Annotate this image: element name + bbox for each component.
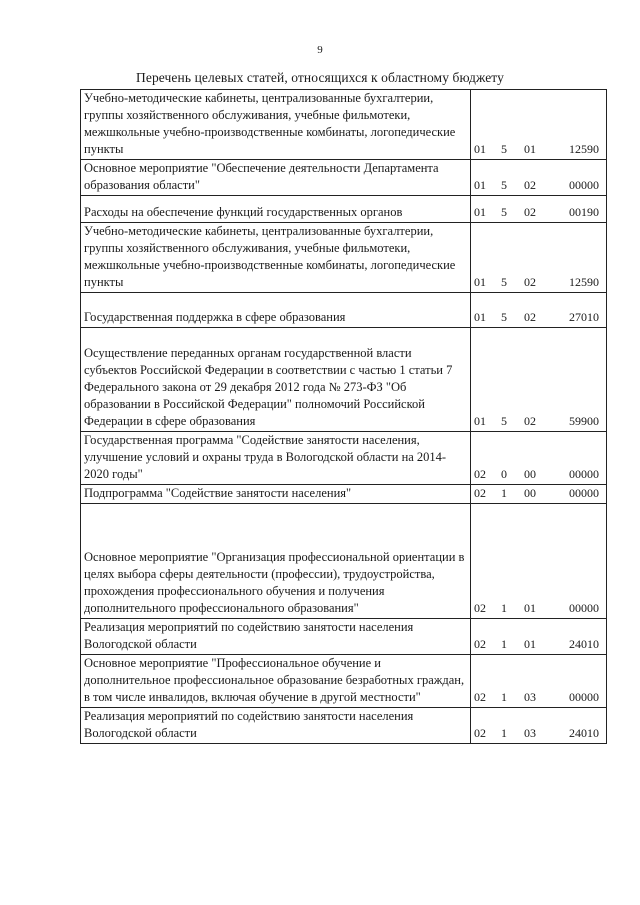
code-part-c3: 02: [524, 310, 536, 324]
article-code: [474, 725, 603, 742]
table-row: [81, 485, 607, 504]
article-code: [474, 413, 603, 430]
article-name-cell: [81, 328, 471, 432]
code-part-c2: 1: [501, 637, 507, 651]
code-part-c2: 5: [501, 414, 507, 428]
article-name: Учебно-методические кабинеты, централизованные бухгалтерии, группы хозяйственного обслуживания, учебные фильмотеки, межшкольные учебно-производственные комбинаты, логопедические пункты: [84, 224, 456, 289]
article-name-cell: [81, 432, 471, 485]
code-part-c1: 02: [474, 637, 486, 651]
code-part-c4: 00000: [569, 467, 599, 481]
code-part-c4: 59900: [569, 414, 599, 428]
article-code-cell: [471, 485, 607, 504]
row-spacer: [84, 328, 467, 345]
article-code-cell: [471, 160, 607, 196]
article-code-cell: [471, 619, 607, 655]
code-part-c1: 01: [474, 310, 486, 324]
code-part-c1: 02: [474, 690, 486, 704]
code-part-c3: 00: [524, 467, 536, 481]
table-row: [81, 504, 607, 619]
article-name-cell: [81, 655, 471, 708]
page-number: 9: [317, 44, 323, 56]
article-name: Реализация мероприятий по содействию занятости населения Вологодской области: [84, 620, 414, 651]
code-part-c3: 01: [524, 142, 536, 156]
row-spacer: [84, 196, 467, 204]
code-part-c4: 00190: [569, 205, 599, 219]
code-part-c2: 0: [501, 467, 507, 481]
code-part-c4: 12590: [569, 142, 599, 156]
article-code-cell: [471, 504, 607, 619]
target-articles-table: [80, 89, 607, 744]
article-name: Основное мероприятие "Организация профессиональной ориентации в целях выбора сферы деятельности (профессии), трудоустройства, прохождения профессионального обучения и получения дополнительного профессионального образования": [84, 550, 465, 615]
code-part-c2: 1: [501, 601, 507, 615]
document-title: Перечень целевых статей, относящихся к областному бюджету: [136, 70, 504, 85]
article-code-cell: [471, 293, 607, 328]
article-code: [474, 309, 603, 326]
article-code: [474, 141, 603, 158]
article-name-cell: [81, 196, 471, 223]
table-row: [81, 619, 607, 655]
code-part-c4: 27010: [569, 310, 599, 324]
article-name: Учебно-методические кабинеты, централизованные бухгалтерии, группы хозяйственного обслуживания, учебные фильмотеки, межшкольные учебно-производственные комбинаты, логопедические пункты: [84, 91, 456, 156]
article-name: Подпрограмма "Содействие занятости населения": [84, 486, 352, 500]
table-row: [81, 708, 607, 744]
article-code-cell: [471, 328, 607, 432]
code-part-c2: 5: [501, 142, 507, 156]
article-name-cell: [81, 708, 471, 744]
code-part-c1: 01: [474, 178, 486, 192]
article-name-cell: [81, 504, 471, 619]
code-part-c1: 02: [474, 486, 486, 500]
article-name-cell: [81, 619, 471, 655]
code-part-c4: 00000: [569, 178, 599, 192]
row-spacer: [84, 504, 467, 549]
code-part-c4: 24010: [569, 637, 599, 651]
code-part-c1: 01: [474, 414, 486, 428]
article-code-cell: [471, 223, 607, 293]
table-body: [81, 90, 607, 744]
article-code: [474, 177, 603, 194]
article-name-cell: [81, 160, 471, 196]
code-part-c3: 02: [524, 205, 536, 219]
table-row: [81, 223, 607, 293]
code-part-c3: 03: [524, 690, 536, 704]
table-row: [81, 432, 607, 485]
code-part-c3: 02: [524, 178, 536, 192]
code-part-c3: 01: [524, 637, 536, 651]
code-part-c1: 01: [474, 205, 486, 219]
code-part-c3: 03: [524, 726, 536, 740]
article-code: [474, 485, 603, 502]
article-name: Основное мероприятие "Профессиональное обучение и дополнительное профессиональное образование безработных граждан, в том числе инвалидов, включая обучение в другой местности": [84, 656, 465, 704]
code-part-c1: 02: [474, 601, 486, 615]
article-code: [474, 274, 603, 291]
article-name-cell: [81, 485, 471, 504]
code-part-c4: 24010: [569, 726, 599, 740]
article-name: Основное мероприятие "Обеспечение деятельности Департамента образования области": [84, 161, 439, 192]
article-name-cell: [81, 223, 471, 293]
article-name: Расходы на обеспечение функций государственных органов: [84, 205, 403, 219]
code-part-c1: 02: [474, 726, 486, 740]
article-name-cell: [81, 293, 471, 328]
article-code-cell: [471, 196, 607, 223]
article-code: [474, 466, 603, 483]
article-code-cell: [471, 708, 607, 744]
code-part-c4: 12590: [569, 275, 599, 289]
code-part-c2: 5: [501, 178, 507, 192]
article-code: [474, 204, 603, 221]
code-part-c2: 1: [501, 726, 507, 740]
article-name-cell: [81, 90, 471, 160]
table-row: [81, 90, 607, 160]
article-code-cell: [471, 432, 607, 485]
row-spacer: [84, 293, 467, 309]
table-row: [81, 655, 607, 708]
code-part-c3: 02: [524, 414, 536, 428]
article-code: [474, 600, 603, 617]
article-code: [474, 636, 603, 653]
code-part-c3: 00: [524, 486, 536, 500]
article-name: Государственная программа "Содействие занятости населения, улучшение условий и охраны труда в Вологодской области на 2014-2020 годы": [84, 433, 447, 481]
code-part-c2: 5: [501, 275, 507, 289]
code-part-c4: 00000: [569, 690, 599, 704]
article-name: Государственная поддержка в сфере образования: [84, 310, 346, 324]
article-code-cell: [471, 90, 607, 160]
article-name: Осуществление переданных органам государственной власти субъектов Российской Федерации в соответствии с частью 1 статьи 7 Федерального закона от 29 декабря 2012 года № 273-ФЗ "Об образовании в Российской Федерации" полномочий Российской Федерации в сфере образования: [84, 346, 453, 428]
code-part-c1: 01: [474, 275, 486, 289]
code-part-c2: 1: [501, 486, 507, 500]
code-part-c4: 00000: [569, 601, 599, 615]
code-part-c3: 02: [524, 275, 536, 289]
article-name: Реализация мероприятий по содействию занятости населения Вологодской области: [84, 709, 414, 740]
table-row: [81, 293, 607, 328]
code-part-c2: 5: [501, 310, 507, 324]
article-code: [474, 689, 603, 706]
code-part-c2: 5: [501, 205, 507, 219]
table-row: [81, 328, 607, 432]
code-part-c2: 1: [501, 690, 507, 704]
code-part-c1: 01: [474, 142, 486, 156]
code-part-c3: 01: [524, 601, 536, 615]
code-part-c4: 00000: [569, 486, 599, 500]
article-code-cell: [471, 655, 607, 708]
table-row: [81, 196, 607, 223]
table-row: [81, 160, 607, 196]
code-part-c1: 02: [474, 467, 486, 481]
